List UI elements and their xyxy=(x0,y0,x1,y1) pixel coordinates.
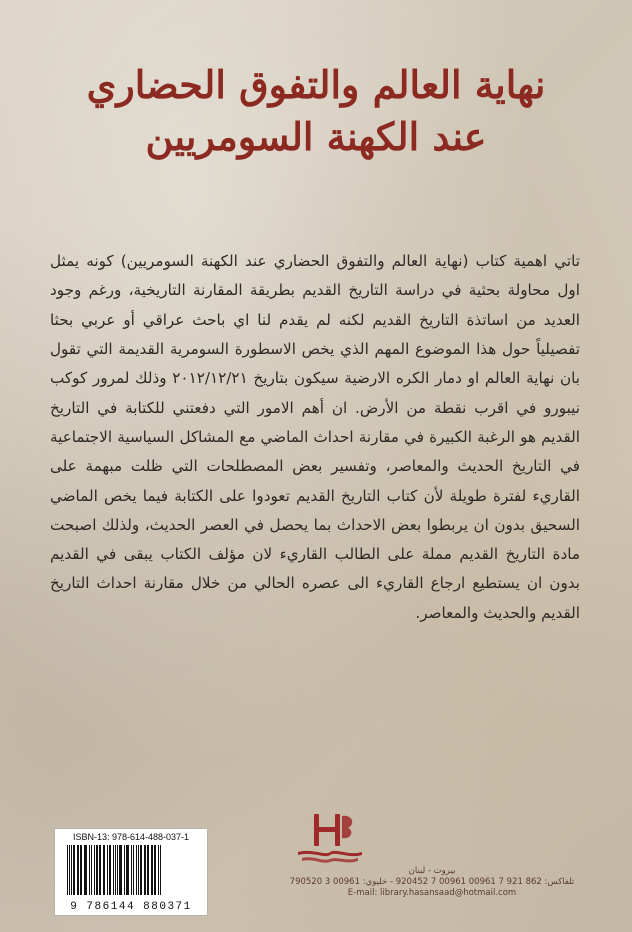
publisher-info xyxy=(262,866,602,899)
barcode-bar xyxy=(117,845,118,895)
barcode-bar xyxy=(124,845,125,895)
barcode-bar xyxy=(138,845,139,895)
barcode-bar xyxy=(160,845,161,895)
barcode-bar xyxy=(103,845,105,895)
book-title-line-1: نهاية العالم والتفوق الحضاري xyxy=(86,62,546,107)
barcode-bar xyxy=(94,845,95,895)
barcode-bar xyxy=(158,845,159,895)
barcode-bar xyxy=(84,845,87,895)
publisher-email: E-mail: library.hasansaad@hotmail.com xyxy=(347,888,517,898)
barcode-bar xyxy=(73,845,75,895)
barcode-bar xyxy=(96,845,98,895)
publisher-phones: تلفاكس: 862 921 7 00961 00961 7 920452 - خليوي: 00961 3 790520 xyxy=(289,877,575,887)
book-blurb: تاتي اهمية كتاب (نهاية العالم والتفوق الحضاري عند الكهنة السومريين) كونه يمثل اول محاولة بحثية في دراسة التاريخ القديم بطريقة المقارنة التاريخية، ورغم وجود العديد من اساتذة التاريخ القديم لكنه لم يقدم لنا اي باحث عراقي أو عربي بحثا تفصيلياً حول هذا الموضوع المهم الذي يخص الاسطورة السومرية القديمة التي تقول بان نهاية العالم او دمار الكره الارضية سيكون بتاريخ ٢٠١٢/١٢/٢١ وذلك لمرور كوكب نيبورو في اقرب نقطة من الأرض. ان أهم الامور التي دفعتني للكتابة في التاريخ القديم هو الرغبة الكبيرة في مقارنة احداث الماضي مع المشاكل السياسية الاجتماعية في التاريخ الحديث والمعاصر، وتفسير بعض المصطلحات التي ظلت مبهمة على القاريء لفترة طويلة لأن كتاب التاريخ القديم تعودوا على الكتابة فيما يخص الماضي السحيق بدون ان يربطوا بعض الاحداث بما يحصل في العصر الحديث، ولذلك اصبحت مادة التاريخ القديم مملة على الطالب القاريء لان مؤلف الكتاب يبقى في القديم بدون ان يستطيع ارجاع القاريء الى عصره الحالي من خلال مقارنة احداث التاريخ القديم والحديث والمعاصر. xyxy=(50,252,580,622)
barcode-bar xyxy=(69,845,70,895)
barcode-bar xyxy=(119,845,122,895)
barcode-bar xyxy=(80,845,82,895)
barcode-bar xyxy=(126,845,129,895)
barcode-image xyxy=(65,845,197,895)
barcode-bar xyxy=(89,845,90,895)
barcode-bar xyxy=(133,845,134,895)
barcode-bar xyxy=(151,845,153,895)
isbn-barcode-block xyxy=(54,828,208,916)
barcode-bar xyxy=(147,845,149,895)
barcode-bar xyxy=(115,845,116,895)
isbn-label: ISBN-13: 978-614-488-037-1 xyxy=(72,832,190,842)
barcode-digits: 9 786144 880371 xyxy=(70,901,192,913)
barcode-bar xyxy=(107,845,108,895)
barcode-bar xyxy=(113,845,114,895)
barcode-bar xyxy=(154,845,156,895)
barcode-bar xyxy=(136,845,137,895)
barcode-bar xyxy=(67,845,68,895)
barcode-bar xyxy=(71,845,72,895)
barcode-bar xyxy=(131,845,132,895)
barcode-bar xyxy=(144,845,146,895)
barcode-bar xyxy=(77,845,79,895)
book-title-line-2: عند الكهنة السومريين xyxy=(145,114,487,159)
publisher-city: بيروت - لبنان xyxy=(408,866,456,876)
barcode-bar xyxy=(99,845,101,895)
barcode-bar xyxy=(140,845,142,895)
barcode-bar xyxy=(109,845,111,895)
barcode-bar xyxy=(91,845,92,895)
publisher-logo-icon xyxy=(292,808,368,868)
